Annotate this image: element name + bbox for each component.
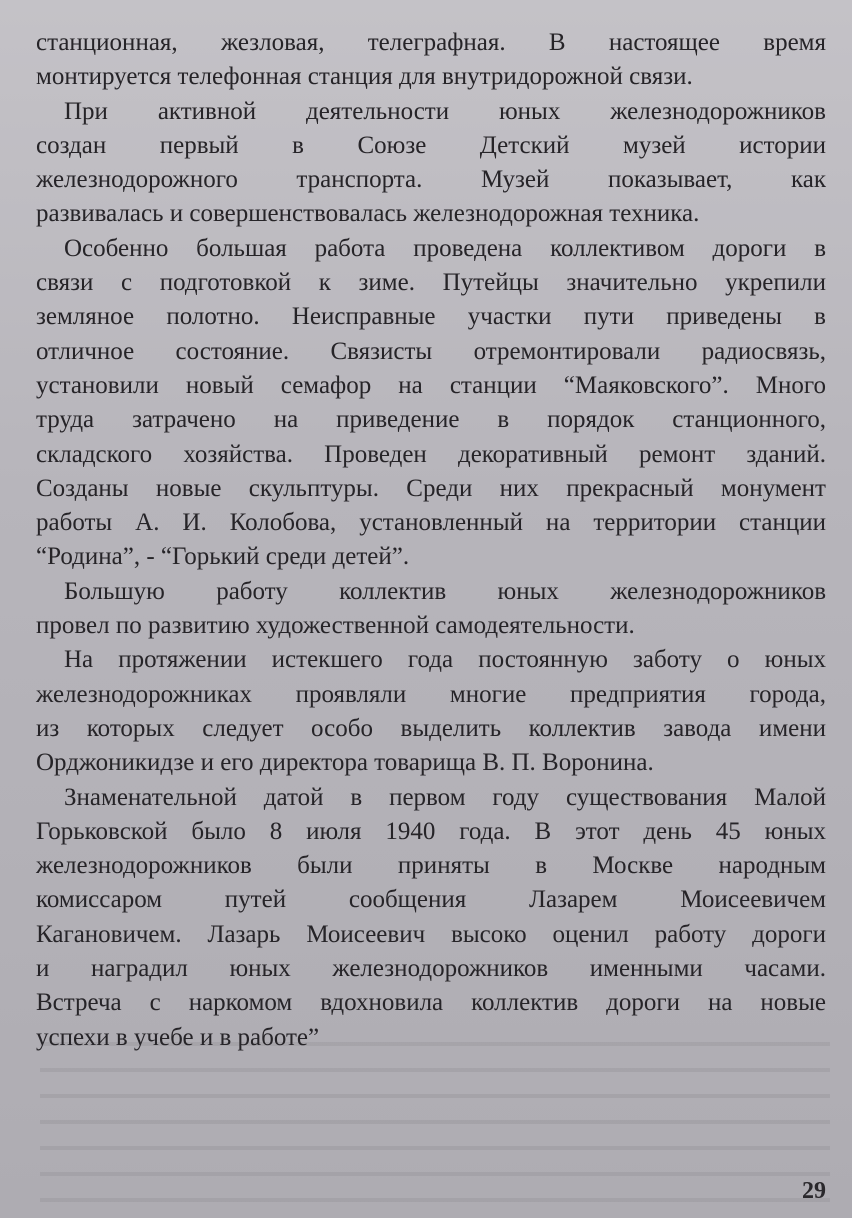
text-line: Созданы новые скульптуры. Среди них прекрасный монумент	[36, 474, 826, 502]
text-line: работы А. И. Колобова, установленный на территории станции	[36, 509, 826, 537]
text-line: Большую работу коллектив юных железнодорожников	[64, 577, 826, 605]
text-line: железнодорожного транспорта. Музей показывает, как	[36, 166, 826, 194]
text-line: и наградил юных железнодорожников именными часами.	[36, 955, 826, 983]
text-line: железнодорожниках проявляли многие предприятия города,	[36, 680, 826, 708]
text-line: монтируется телефонная станция для внутридорожной связи.	[36, 63, 693, 91]
text-line: успехи в учебе и в работе”	[36, 1023, 320, 1051]
text-line: Кагановичем. Лазарь Моисеевич высоко оценил работу дороги	[36, 920, 826, 948]
text-line: При активной деятельности юных железнодорожников	[64, 97, 826, 125]
text-line: комиссаром путей сообщения Лазарем Моисеевичем	[36, 886, 826, 914]
text-line: труда затрачено на приведение в порядок станционного,	[36, 406, 826, 434]
text-line: связи с подготовкой к зиме. Путейцы значительно укрепили	[36, 269, 826, 297]
text-line: из которых следует особо выделить коллектив завода имени	[36, 714, 826, 742]
text-line: железнодорожников были приняты в Москве народным	[36, 852, 826, 880]
text-line: Орджоникидзе и его директора товарища В. П. Воронина.	[36, 749, 654, 777]
text-line: земляное полотно. Неисправные участки пути приведены в	[36, 303, 826, 331]
text-line: “Родина”, - “Горький среди детей”.	[36, 543, 410, 571]
text-line: складского хозяйства. Проведен декоративный ремонт зданий.	[36, 440, 826, 468]
text-line: станционная, жезловая, телеграфная. В настоящее время	[36, 29, 826, 56]
text-line: На протяжении истекшего года постоянную заботу о юных	[64, 646, 826, 674]
text-line: развивалась и совершенствовалась железнодорожная техника.	[36, 200, 700, 228]
page-number: 29	[802, 1178, 826, 1204]
text-line: создан первый в Союзе Детский музей истории	[36, 131, 826, 159]
body-text	[36, 26, 826, 1055]
text-line: Знаменательной датой в первом году существования Малой	[64, 783, 826, 811]
text-line: Особенно большая работа проведена коллективом дороги в	[64, 234, 826, 262]
text-line: провел по развитию художественной самодеятельности.	[36, 612, 635, 640]
text-line: отличное состояние. Связисты отремонтировали радиосвязь,	[36, 337, 826, 365]
text-line: установили новый семафор на станции “Маяковского”. Много	[36, 371, 826, 399]
text-line: Горьковской было 8 июля 1940 года. В этот день 45 юных	[36, 817, 826, 845]
text-line: Встреча с наркомом вдохновила коллектив дороги на новые	[36, 989, 826, 1017]
